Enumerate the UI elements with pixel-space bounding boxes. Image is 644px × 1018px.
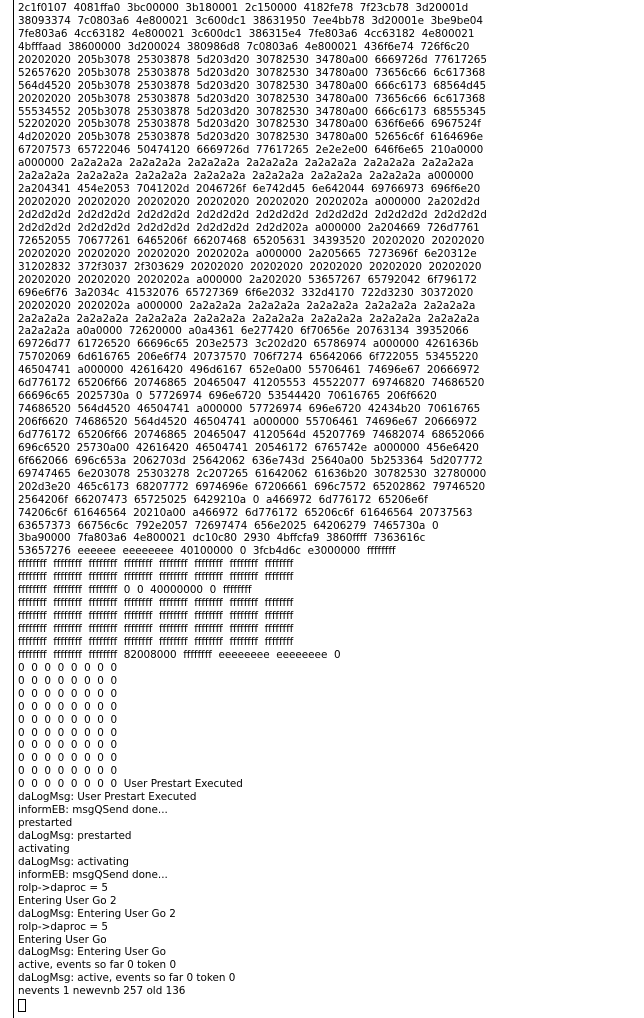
terminal-line: 0 0 0 0 0 0 0 0 User Prestart Executed xyxy=(18,778,243,791)
terminal-line: 55534552 205b3078 25303878 5d203d20 30782530 34780a00 666c6173 68555345 xyxy=(18,105,487,118)
terminal-line: ffffffff ffffffff ffffffff ffffffff ffffffff ffffffff ffffffff ffffffff xyxy=(18,558,294,571)
terminal-line: 38093374 7c0803a6 4e800021 3c600dc1 38631950 7ee4bb78 3d20001e 3be9be04 xyxy=(18,14,483,27)
terminal-line: ffffffff ffffffff ffffffff ffffffff ffffffff ffffffff ffffffff ffffffff xyxy=(18,623,294,635)
terminal-line: 6d776172 65206f66 20746865 20465047 41205553 45522077 69746820 74686520 xyxy=(18,377,485,390)
terminal-line: 2d2d2d2d 2d2d2d2d 2d2d2d2d 2d2d2d2d 2d2d2d2d 2d2d2d2d 2d2d2d2d 2d2d2d2d xyxy=(18,209,487,221)
terminal-line: 2a2a2a2a 2a2a2a2a 2a2a2a2a 2a2a2a2a 2a2a2a2a 2a2a2a2a 2a2a2a2a 2a2a2a2a xyxy=(18,312,480,325)
terminal-line: 52202020 205b3078 25303878 5d203d20 30782530 34780a00 636f6e66 6967524f xyxy=(18,118,481,131)
terminal-line: 63657373 66756c6c 792e2057 72697474 656e2025 64206279 7465730a 0 xyxy=(18,519,439,532)
terminal-line: 46504741 a000000 42616420 496d6167 652e0a00 55706461 74696e67 20666972 xyxy=(18,364,480,377)
terminal-line: informEB: msgQSend done... xyxy=(18,804,168,817)
terminal-line: 202d3e20 465c6173 68207772 6974696e 67206661 696c7572 65202862 79746520 xyxy=(18,480,486,493)
terminal-line: daLogMsg: Entering User Go xyxy=(18,946,166,959)
terminal-line: 20202020 20202020 20202020 2020202a a000000 2a205665 7273696f 6e20312e xyxy=(18,247,477,260)
terminal-line: 2d2d2d2d 2d2d2d2d 2d2d2d2d 2d2d2d2d 2d2d202a a000000 2a204669 726d7761 xyxy=(18,221,480,234)
terminal-line: 20202020 20202020 2020202a a000000 2a202020 53657267 65792042 6f796172 xyxy=(18,273,478,286)
terminal-line: 0 0 0 0 0 0 0 0 xyxy=(18,752,118,765)
terminal-line: 206f6620 74686520 564d4520 46504741 a000000 55706461 74696e67 20666972 xyxy=(18,416,478,428)
terminal-line: 2a204341 454e2053 7041202d 2046726f 6e742d45 6e642044 69766973 696f6e20 xyxy=(18,183,481,196)
terminal-line: informEB: msgQSend done... xyxy=(18,868,168,881)
terminal-line: 69747465 6e203078 25303278 2c207265 61642062 61636b20 30782530 32780000 xyxy=(18,467,487,480)
terminal-line: 0 0 0 0 0 0 0 0 xyxy=(18,765,118,778)
terminal-line: 2a2a2a2a 2a2a2a2a 2a2a2a2a 2a2a2a2a 2a2a2a2a 2a2a2a2a 2a2a2a2a a000000 xyxy=(18,170,474,183)
terminal-line: 2c1f0107 4081ffa0 3bc00000 3b180001 2c150000 4182fe78 7f23cb78 3d20001d xyxy=(18,2,469,14)
terminal-line: daLogMsg: User Prestart Executed xyxy=(18,791,197,804)
terminal-line: 6f662066 696c653a 2062703d 25642062 636e743d 25640a00 5b253364 5d207772 xyxy=(18,454,483,467)
terminal-line: ffffffff ffffffff ffffffff ffffffff ffffffff ffffffff ffffffff ffffffff xyxy=(18,597,294,610)
terminal-line: daLogMsg: activating xyxy=(18,855,129,868)
terminal-line: 0 0 0 0 0 0 0 0 xyxy=(18,674,118,687)
terminal-line: 3ba90000 7fa803a6 4e800021 dc10c80 2930 4bffcfa9 3860ffff 7363616c xyxy=(18,532,426,545)
terminal-line: a000000 2a2a2a2a 2a2a2a2a 2a2a2a2a 2a2a2a2a 2a2a2a2a 2a2a2a2a 2a2a2a2a xyxy=(18,157,474,170)
terminal-line: ffffffff ffffffff ffffffff 0 0 40000000 0 ffffffff xyxy=(18,584,252,597)
terminal-line: 564d4520 205b3078 25303878 5d203d20 30782530 34780a00 666c6173 68564d45 xyxy=(18,79,487,92)
terminal-line: prestarted xyxy=(18,817,73,830)
terminal-line: 7fe803a6 4cc63182 4e800021 3c600dc1 386315e4 7fe803a6 4cc63182 4e800021 xyxy=(18,27,475,40)
terminal-line: 0 0 0 0 0 0 0 0 xyxy=(18,700,118,713)
terminal-line: ffffffff ffffffff ffffffff 82008000 ffffffff eeeeeeee eeeeeeee 0 xyxy=(18,648,341,661)
terminal-line: 75702069 6d616765 206e6f74 20737570 706f7274 65642066 6f722055 53455220 xyxy=(18,351,479,364)
terminal-line: 72652055 70677261 6465206f 66207468 65205631 34393520 20202020 20202020 xyxy=(18,234,485,247)
terminal-line: ffffffff ffffffff ffffffff ffffffff ffffffff ffffffff ffffffff ffffffff xyxy=(18,610,294,623)
terminal-prompt-line[interactable] xyxy=(18,998,640,1012)
terminal-line: active, events so far 0 token 0 xyxy=(18,959,177,972)
terminal-line: 20202020 205b3078 25303878 5d203d20 30782530 34780a00 6669726d 77617265 xyxy=(18,53,488,66)
terminal-line: nevents 1 newevnb 257 old 136 xyxy=(18,985,186,998)
terminal-line: daLogMsg: active, events so far 0 token 0 xyxy=(18,972,236,985)
terminal-line: 4d202020 205b3078 25303878 5d203d20 30782530 34780a00 52656c6f 6164696e xyxy=(18,131,483,144)
terminal-line: 0 0 0 0 0 0 0 0 xyxy=(18,687,118,700)
terminal-line: 696e6f76 3a2034c 41532076 65727369 6f6e2032 332d4170 722d3230 30372020 xyxy=(18,286,474,299)
terminal-line: daLogMsg: prestarted xyxy=(18,830,132,842)
terminal-line: 0 0 0 0 0 0 0 0 xyxy=(18,713,118,726)
terminal-line: 2564206f 66207473 65725025 6429210a 0 a466972 6d776172 65206e6f xyxy=(18,493,428,506)
terminal-line: 53657276 eeeeee eeeeeeee 40100000 0 3fcb4d6c e3000000 ffffffff xyxy=(18,545,396,558)
terminal-line: 2a2a2a2a a0a0000 72620000 a0a4361 6e277420 6f70656e 20763134 39352066 xyxy=(18,325,469,338)
terminal-line: 74206c6f 61646564 20210a00 a466972 6d776172 65206c6f 61646564 20737563 xyxy=(18,506,473,519)
terminal-line: 74686520 564d4520 46504741 a000000 57726974 696e6720 42434b20 70616765 xyxy=(18,403,481,416)
terminal-line: 0 0 0 0 0 0 0 0 xyxy=(18,726,118,739)
text-cursor xyxy=(18,999,26,1012)
terminal-line: daLogMsg: Entering User Go 2 xyxy=(18,907,176,920)
terminal-left-border xyxy=(13,0,14,1018)
terminal-line: 4bfffaad 38600000 3d200024 380986d8 7c0803a6 4e800021 436f6e74 726f6c20 xyxy=(18,40,470,53)
terminal-line: ffffffff ffffffff ffffffff ffffffff ffffffff ffffffff ffffffff ffffffff xyxy=(18,635,294,648)
terminal-line: ffffffff ffffffff ffffffff ffffffff ffffffff ffffffff ffffffff ffffffff xyxy=(18,571,294,584)
terminal-line: rolp->daproc = 5 xyxy=(18,920,108,933)
terminal-line: 20202020 2020202a a000000 2a2a2a2a 2a2a2a2a 2a2a2a2a 2a2a2a2a 2a2a2a2a xyxy=(18,299,476,312)
terminal-line: 696c6520 25730a00 42616420 46504741 20546172 6765742e a000000 456e6420 xyxy=(18,441,479,454)
terminal-line: 0 0 0 0 0 0 0 0 xyxy=(18,739,118,752)
terminal-output xyxy=(18,2,640,1012)
terminal-line: Entering User Go 2 xyxy=(18,894,117,907)
terminal-line: Entering User Go xyxy=(18,933,107,946)
terminal-line: rolp->daproc = 5 xyxy=(18,881,108,894)
terminal-line: 6d776172 65206f66 20746865 20465047 4120564d 45207769 74682074 68652066 xyxy=(18,428,485,441)
terminal-line: 20202020 20202020 20202020 20202020 20202020 2020202a a000000 2a202d2d xyxy=(18,196,480,209)
terminal-line: 20202020 205b3078 25303878 5d203d20 30782530 34780a00 73656c66 6c617368 xyxy=(18,92,486,105)
terminal-line: 52657620 205b3078 25303878 5d203d20 30782530 34780a00 73656c66 6c617368 xyxy=(18,66,486,79)
terminal-line: 0 0 0 0 0 0 0 0 xyxy=(18,661,118,674)
terminal-line: 67207573 65722046 50474120 6669726d 77617265 2e2e2e00 646f6e65 210a0000 xyxy=(18,144,484,157)
terminal-line: 69726d77 61726520 66696c65 203e2573 3c202d20 65786974 a000000 4261636b xyxy=(18,338,479,351)
terminal-line: 66696c65 2025730a 0 57726974 696e6720 53544420 70616765 206f6620 xyxy=(18,390,437,403)
terminal-line: 31202832 372f3037 2f303629 20202020 20202020 20202020 20202020 20202020 xyxy=(18,260,482,273)
terminal-line: activating xyxy=(18,842,70,855)
